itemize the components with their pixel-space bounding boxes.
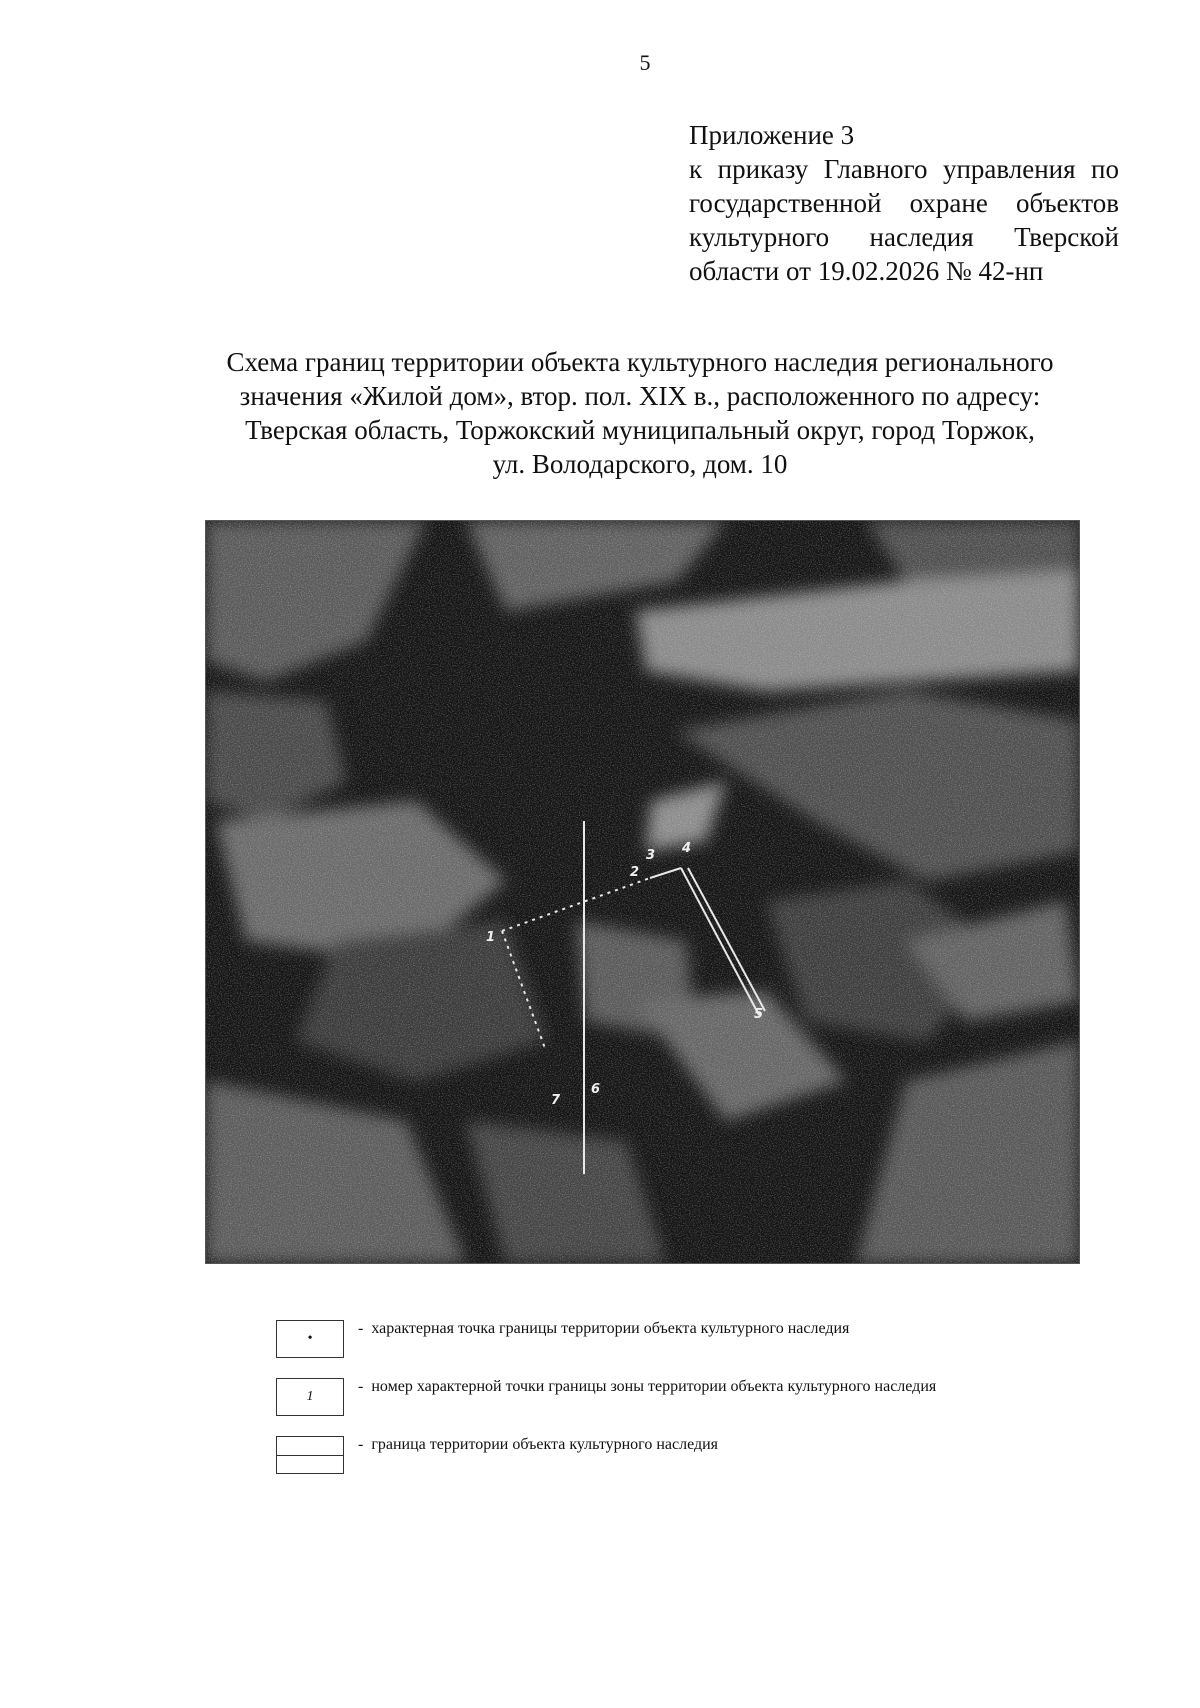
legend-item (270, 1318, 990, 1362)
scheme-title (180, 345, 1100, 481)
map-grain (206, 521, 1079, 1263)
point-label: 3 (646, 848, 656, 863)
point-label: 1 (486, 930, 496, 945)
legend-item-text: - граница территории объекта культурного наследия (358, 1436, 719, 1453)
aerial-map-image (206, 521, 1079, 1263)
appendix-line: культурного наследия Тверской (689, 222, 1119, 252)
point-label: 4 (682, 841, 692, 856)
boundary-line-symbol (276, 1436, 344, 1474)
page-number: 5 (639, 50, 651, 75)
appendix-header (689, 118, 1119, 288)
point-label: 6 (591, 1082, 601, 1097)
title-line: ул. Володарского, дом. 10 (492, 449, 788, 479)
legend-item (270, 1376, 990, 1420)
map-legend (270, 1318, 990, 1492)
legend-item-text: - номер характерной точки границы зоны территории объекта культурного наследия (358, 1378, 937, 1395)
appendix-line: государственной охране объектов (689, 188, 1119, 218)
title-line: Тверская область, Торжокский муниципальный округ, город Торжок, (245, 415, 1035, 445)
boundary-point-symbol: • (276, 1320, 344, 1358)
appendix-line: Приложение 3 (689, 120, 855, 150)
appendix-line: области от 19.02.2026 № 42-нп (689, 256, 1044, 286)
point-label: 2 (630, 865, 640, 880)
appendix-line: к приказу Главного управления по (689, 154, 1119, 184)
point-label: 5 (754, 1007, 764, 1022)
title-line: Схема границ территории объекта культурного наследия регионального (226, 347, 1054, 377)
title-line: значения «Жилой дом», втор. пол. XIX в., расположенного по адресу: (239, 381, 1041, 411)
point-number-symbol: 1 (276, 1378, 344, 1416)
legend-item (270, 1434, 990, 1478)
legend-item-text: - характерная точка границы территории объекта культурного наследия (358, 1320, 850, 1337)
point-label: 7 (551, 1093, 561, 1108)
aerial-map (205, 520, 1080, 1264)
